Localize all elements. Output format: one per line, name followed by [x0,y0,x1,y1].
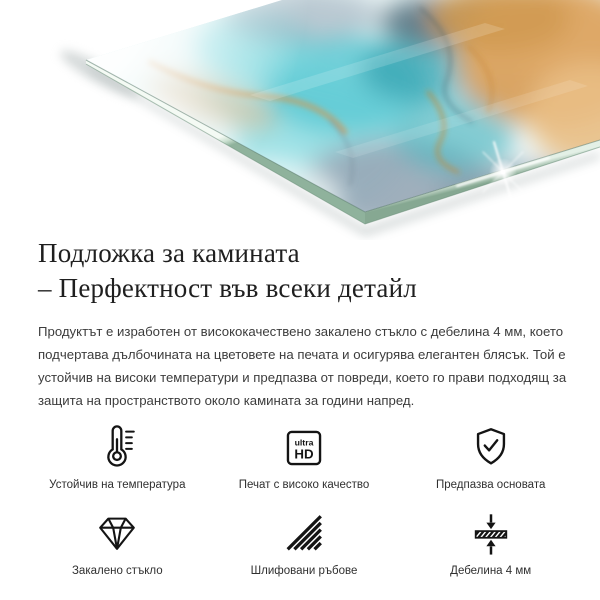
feature-temperature-resistant [28,422,207,492]
diamond-icon [94,508,140,556]
feature-protects-base [401,422,580,492]
product-description-text: Продуктът е изработен от висококачествено закалено стъкло с дебелина 4 мм, което подчертава дълбочината на цветовете на печата и осигурява елегантен блясък. Той е устойчив на високи температури и предпазва от повреди, което го прави подходящ за защита на пространството около камината за години напред. [38,324,567,408]
title-line-2: – Перфектност във всеки детайл [38,273,417,303]
shield-check-icon [468,422,514,470]
product-image [0,0,600,240]
page-title [38,236,572,306]
feature-label: Шлифовани ръбове [250,565,358,577]
title-line-1: Подложка за камината [38,238,300,268]
feature-label: Печат с високо качество [238,479,370,491]
product-description-section [0,236,600,578]
svg-text:HD: HD [294,446,314,462]
thermometer-icon [94,422,140,470]
feature-label: Закалено стъкло [71,565,163,577]
feature-thickness-4mm [401,508,580,578]
feature-high-quality-print [215,422,394,492]
feature-label: Устойчив на температура [49,479,186,491]
ultra-hd-icon [282,422,326,470]
glass-panel [0,0,600,240]
feature-polished-edges [215,508,394,578]
feature-tempered-glass [28,508,207,578]
feature-label: Предпазва основата [435,479,546,491]
polished-edges-icon [281,508,327,556]
feature-label: Дебелина 4 мм [450,565,532,577]
thickness-icon [468,508,514,556]
svg-text:ultra: ultra [294,437,314,448]
feature-grid [28,422,580,578]
